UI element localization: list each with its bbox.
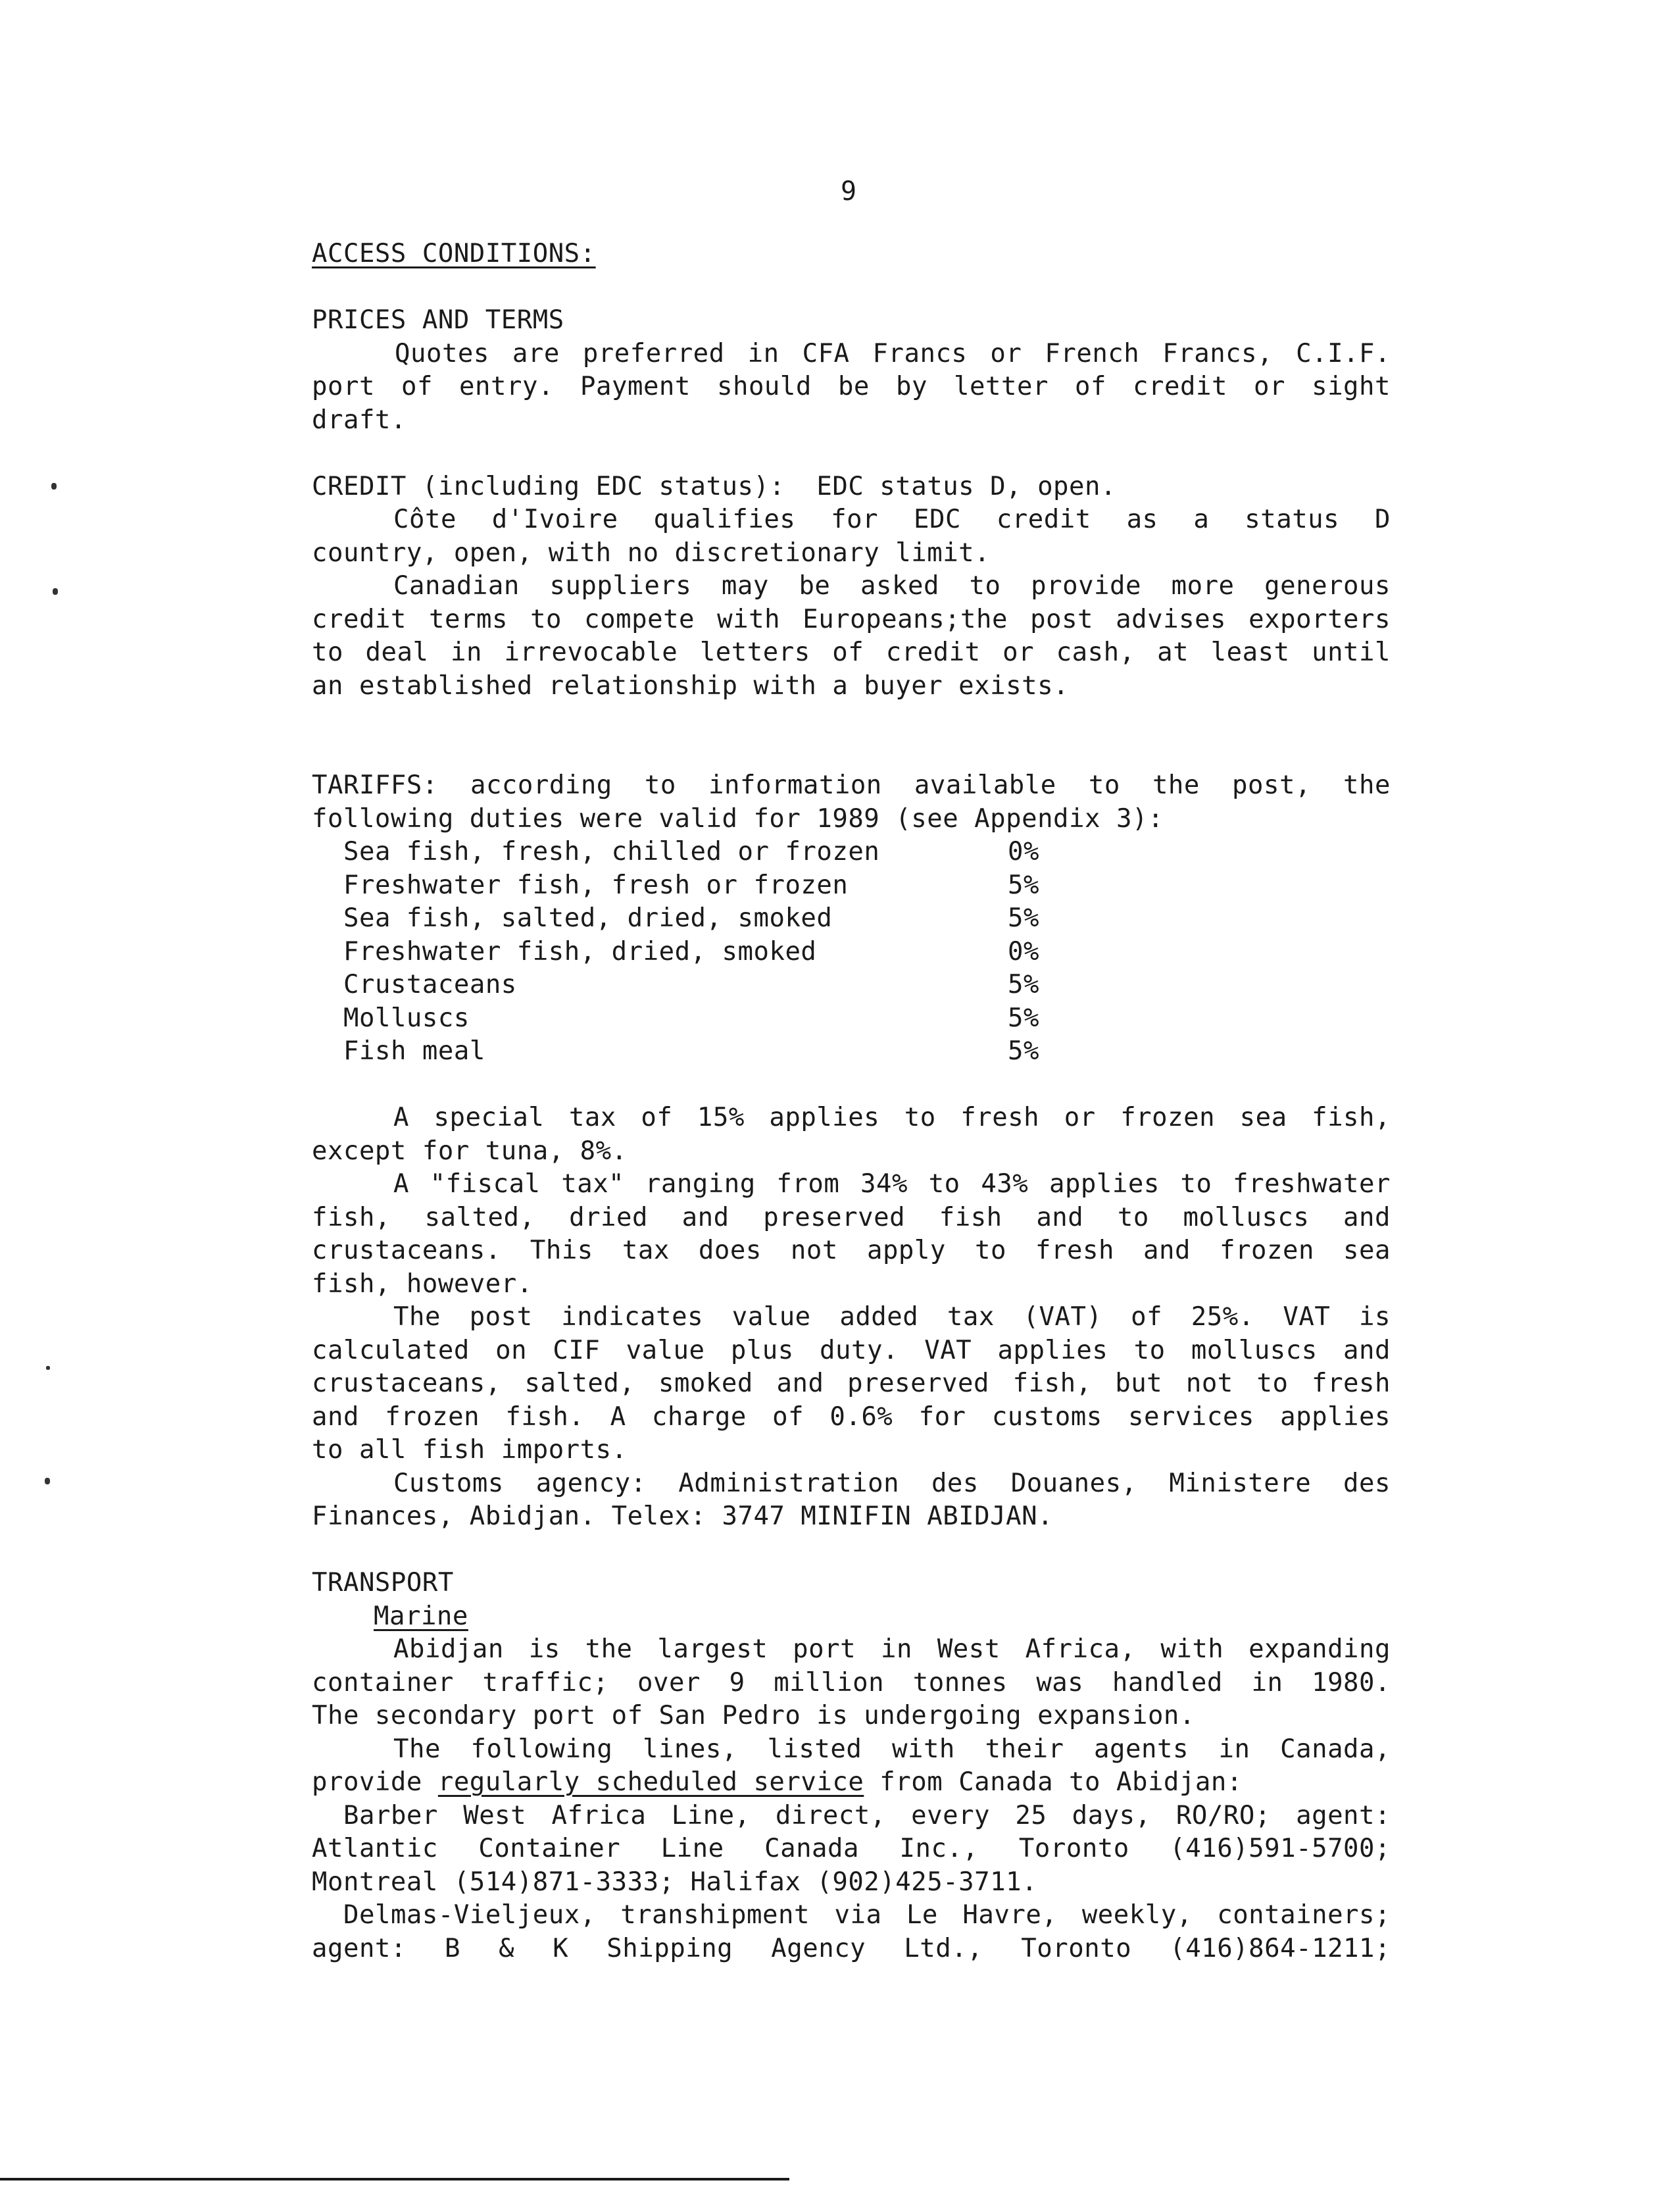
- tariff-note-12: Customs agency: Administration des Douanes, Ministere des: [393, 1468, 1391, 1498]
- tariff-rate: 0%: [1008, 936, 1039, 967]
- scan-speck: [51, 483, 57, 490]
- tariff-note-4: fish, salted, dried and preserved fish and to molluscs and: [312, 1202, 1391, 1232]
- tariff-note-2: except for tuna, 8%.: [312, 1136, 628, 1166]
- tariff-note-10: and frozen fish. A charge of 0.6% for customs services applies: [312, 1401, 1391, 1432]
- scan-speck: [53, 588, 58, 595]
- prices-heading: PRICES AND TERMS: [312, 305, 564, 335]
- tariff-note-3: A "fiscal tax" ranging from 34% to 43% applies to freshwater: [393, 1169, 1391, 1199]
- marine-subheading: Marine: [374, 1601, 468, 1631]
- tariff-row: [312, 836, 1391, 869]
- transport-heading: TRANSPORT: [312, 1568, 454, 1598]
- transport-line-2: container traffic; over 9 million tonnes was handled in 1980.: [312, 1667, 1391, 1698]
- credit-heading: CREDIT (including EDC status): EDC status D, open.: [312, 471, 1116, 501]
- scan-edge-line: [0, 2178, 789, 2180]
- shipping-line-4: Delmas-Vieljeux, transhipment via Le Havre, weekly, containers;: [343, 1900, 1391, 1930]
- tariff-note-6: fish, however.: [312, 1269, 533, 1299]
- tariff-row: [312, 902, 1391, 936]
- scan-speck: [46, 1366, 50, 1370]
- credit-line-1: Côte d'Ivoire qualifies for EDC credit as a status D: [393, 505, 1391, 534]
- transport-line-3: The secondary port of San Pedro is undergoing expansion.: [312, 1701, 1195, 1730]
- tariff-row: [312, 969, 1391, 1002]
- provide-suffix: from Canada to Abidjan:: [864, 1767, 1243, 1797]
- tariff-rate: 0%: [1008, 837, 1039, 867]
- page-number: 9: [841, 176, 857, 207]
- prices-line-1: Quotes are preferred in CFA Francs or French Francs, C.I.F.: [395, 338, 1391, 368]
- prices-line-2: port of entry. Payment should be by letter of credit or sight: [312, 372, 1391, 401]
- transport-line-4: The following lines, listed with their agents in Canada,: [393, 1734, 1391, 1764]
- tariff-row: [312, 936, 1391, 969]
- tariff-note-13: Finances, Abidjan. Telex: 3747 MINIFIN ABIDJAN.: [312, 1501, 1054, 1531]
- tariff-row: [312, 1035, 1391, 1069]
- tariffs-intro-1: TARIFFS: according to information available to the post, the: [312, 770, 1391, 800]
- tariff-item: Freshwater fish, dried, smoked: [343, 936, 817, 967]
- tariff-item: Fish meal: [343, 1036, 485, 1066]
- document-body: [312, 171, 1391, 1965]
- tariff-item: Sea fish, salted, dried, smoked: [343, 903, 833, 933]
- credit-line-2: country, open, with no discretionary limit.: [312, 538, 991, 568]
- tariff-item: Crustaceans: [343, 970, 517, 999]
- shipping-line-5: agent: B & K Shipping Agency Ltd., Toronto (416)864-1211;: [312, 1933, 1391, 1963]
- shipping-line-3: Montreal (514)871-3333; Halifax (902)425-3711.: [312, 1867, 1038, 1897]
- tariff-rate: 5%: [1008, 1003, 1039, 1033]
- tariff-note-7: The post indicates value added tax (VAT) of 25%. VAT is: [393, 1302, 1391, 1332]
- transport-line-1: Abidjan is the largest port in West Africa, with expanding: [393, 1634, 1391, 1664]
- tariff-note-1: A special tax of 15% applies to fresh or frozen sea fish,: [393, 1103, 1391, 1132]
- tariffs-intro-2: following duties were valid for 1989 (see Appendix 3):: [312, 803, 1164, 834]
- tariff-row: [312, 869, 1391, 903]
- tariff-item: Molluscs: [343, 1003, 470, 1033]
- provide-line: [312, 1766, 1391, 1800]
- prices-line-3: draft.: [312, 405, 407, 435]
- regularly-scheduled-service: regularly scheduled service: [437, 1767, 864, 1797]
- shipping-line-1: Barber West Africa Line, direct, every 25 days, RO/RO; agent:: [343, 1800, 1391, 1830]
- scan-speck: [45, 1478, 50, 1484]
- provide-prefix: provide: [312, 1767, 438, 1797]
- credit-line-5: to deal in irrevocable letters of credit or cash, at least until: [312, 638, 1391, 667]
- shipping-line-2: Atlantic Container Line Canada Inc., Toronto (416)591-5700;: [312, 1834, 1391, 1863]
- tariff-note-11: to all fish imports.: [312, 1435, 628, 1465]
- tariff-rate: 5%: [1008, 970, 1039, 999]
- tariff-rate: 5%: [1008, 1036, 1039, 1066]
- tariff-rate: 5%: [1008, 903, 1039, 933]
- tariff-note-8: calculated on CIF value plus duty. VAT applies to molluscs and: [312, 1335, 1391, 1365]
- tariff-row: [312, 1002, 1391, 1036]
- tariff-rate: 5%: [1008, 870, 1039, 900]
- tariff-note-9: crustaceans, salted, smoked and preserved fish, but not to fresh: [312, 1369, 1391, 1398]
- tariff-note-5: crustaceans. This tax does not apply to fresh and frozen sea: [312, 1236, 1391, 1265]
- credit-line-3: Canadian suppliers may be asked to provide more generous: [393, 571, 1391, 601]
- access-conditions-heading: ACCESS CONDITIONS:: [312, 239, 596, 268]
- credit-line-4: credit terms to compete with Europeans;the post advises exporters: [312, 604, 1391, 634]
- tariff-table: [312, 836, 1391, 1069]
- credit-line-6: an established relationship with a buyer exists.: [312, 670, 1070, 701]
- tariff-item: Sea fish, fresh, chilled or frozen: [343, 837, 880, 867]
- tariff-item: Freshwater fish, fresh or frozen: [343, 870, 849, 900]
